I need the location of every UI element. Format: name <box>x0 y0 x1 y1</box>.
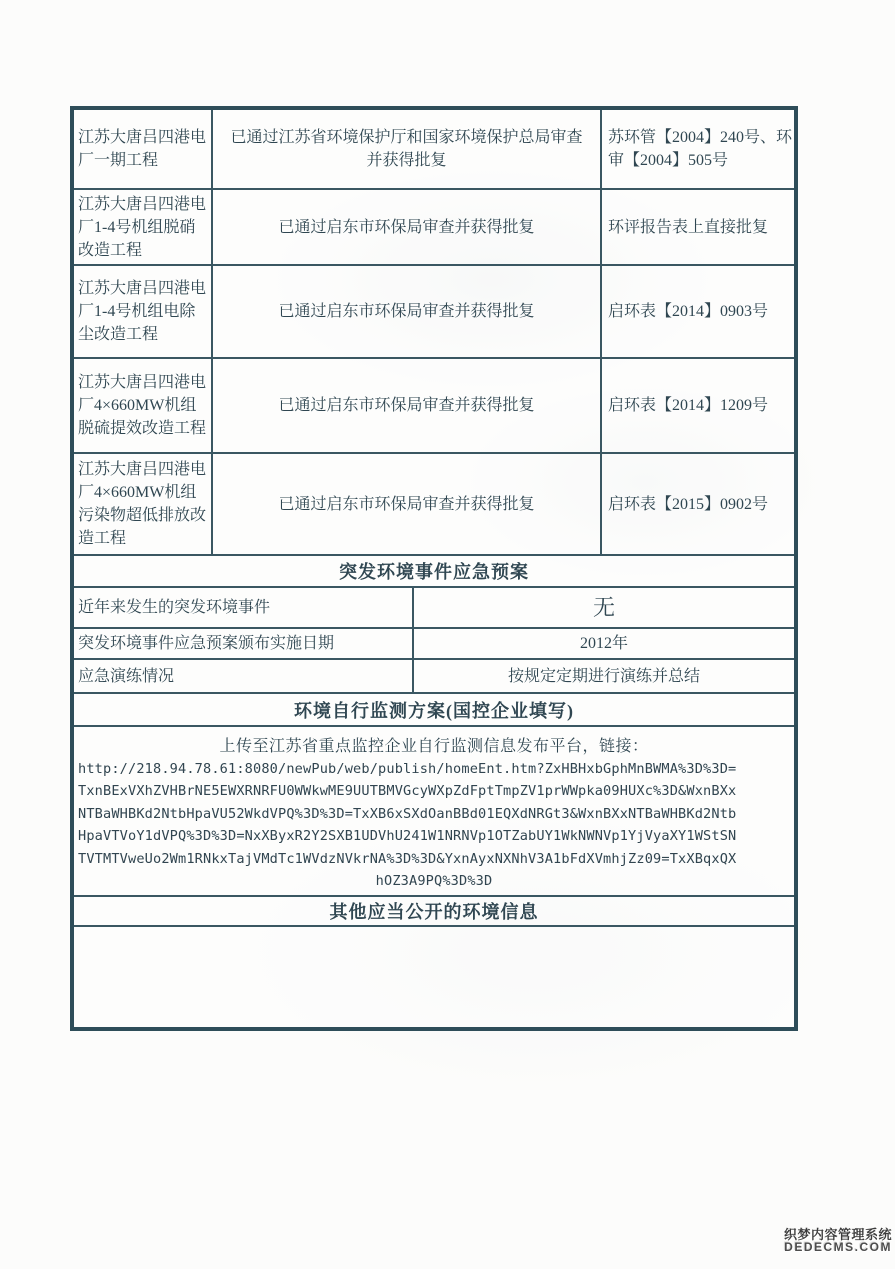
watermark-domain-text: DEDECMS.COM <box>784 1240 892 1254</box>
project-name-cell: 江苏大唐吕四港电厂1-4号机组脱硝改造工程 <box>74 190 213 266</box>
approval-status-cell: 已通过启东市环保局审查并获得批复 <box>213 190 602 266</box>
dedecms-watermark <box>762 1228 892 1254</box>
approval-document-cell: 启环表【2014】0903号 <box>602 266 794 359</box>
table-row <box>74 190 794 266</box>
emergency-section-title: 突发环境事件应急预案 <box>74 556 794 588</box>
monitoring-url-line: TVTMTVweUo2Wm1RNkxTajVMdTc1WVdzNVkrNA%3D%3D&YxnAyxNXNhV3A1bFdXVmhjZz09=TxXBqxQX <box>78 850 737 867</box>
project-name-cell: 江苏大唐吕四港电厂一期工程 <box>74 110 213 190</box>
monitoring-url-block <box>74 727 794 897</box>
emergency-value-cell: 按规定定期进行演练并总结 <box>414 660 794 694</box>
disclosure-table <box>70 106 798 1031</box>
project-name-cell: 江苏大唐吕四港电厂1-4号机组电除尘改造工程 <box>74 266 213 359</box>
monitoring-url-line: TxnBExVXhZVHBrNE5EWXRNRFU0WWkwME9UUTBMVGcyWXpZdFptTmpZV1prWWpka09HUXc%3D&WxnBXx <box>78 783 737 800</box>
emergency-label-cell: 突发环境事件应急预案颁布实施日期 <box>74 629 414 660</box>
monitoring-url-line: NTBaWHBKd2NtbHpaVU52WkdVPQ%3D%3D=TxXB6xSXdOanBBd01EQXdNRGt3&WxnBXxNTBaWHBKd2Ntb <box>78 805 737 822</box>
table-row <box>74 588 794 629</box>
monitoring-intro-text: 上传至江苏省重点监控企业自行监测信息发布平台，链接： <box>219 738 649 755</box>
watermark-chinese-text: 织梦内容管理系统 <box>783 1227 892 1242</box>
other-section-content <box>74 927 794 1027</box>
project-name-cell: 江苏大唐吕四港电厂4×660MW机组脱硫提效改造工程 <box>74 359 213 454</box>
table-row <box>74 359 794 454</box>
approval-document-cell: 苏环管【2004】240号、环审【2004】505号 <box>602 110 794 190</box>
approval-status-cell: 已通过江苏省环境保护厅和国家环境保护总局审查并获得批复 <box>213 110 602 190</box>
monitoring-url-line: HpaVTVoY1dVPQ%3D%3D=NxXByxR2Y2SXB1UDVhU241W1NRNVp1OTZabUY1WkNWNVp1YjVyaXY1WStSN <box>78 828 737 845</box>
table-row <box>74 454 794 556</box>
other-section-title: 其他应当公开的环境信息 <box>74 897 794 927</box>
emergency-label-cell: 应急演练情况 <box>74 660 414 694</box>
monitoring-url-line: http://218.94.78.61:8080/newPub/web/publish/homeEnt.htm?ZxHBHxbGphMnBWMA%3D%3D= <box>78 761 737 777</box>
table-row <box>74 660 794 694</box>
approval-document-cell: 环评报告表上直接批复 <box>602 190 794 266</box>
approval-status-cell: 已通过启东市环保局审查并获得批复 <box>213 454 602 556</box>
table-row <box>74 110 794 190</box>
approval-document-cell: 启环表【2014】1209号 <box>602 359 794 454</box>
approval-status-cell: 已通过启东市环保局审查并获得批复 <box>213 266 602 359</box>
emergency-label-cell: 近年来发生的突发环境事件 <box>74 588 414 629</box>
emergency-value-cell: 无 <box>414 588 794 629</box>
approval-status-cell: 已通过启东市环保局审查并获得批复 <box>213 359 602 454</box>
monitoring-url-line: hOZ3A9PQ%3D%3D <box>375 873 493 890</box>
table-row <box>74 629 794 660</box>
approval-document-cell: 启环表【2015】0902号 <box>602 454 794 556</box>
table-row <box>74 266 794 359</box>
monitoring-section-title: 环境自行监测方案(国控企业填写) <box>74 694 794 727</box>
emergency-value-cell: 2012年 <box>414 629 794 660</box>
project-name-cell: 江苏大唐吕四港电厂4×660MW机组污染物超低排放改造工程 <box>74 454 213 556</box>
